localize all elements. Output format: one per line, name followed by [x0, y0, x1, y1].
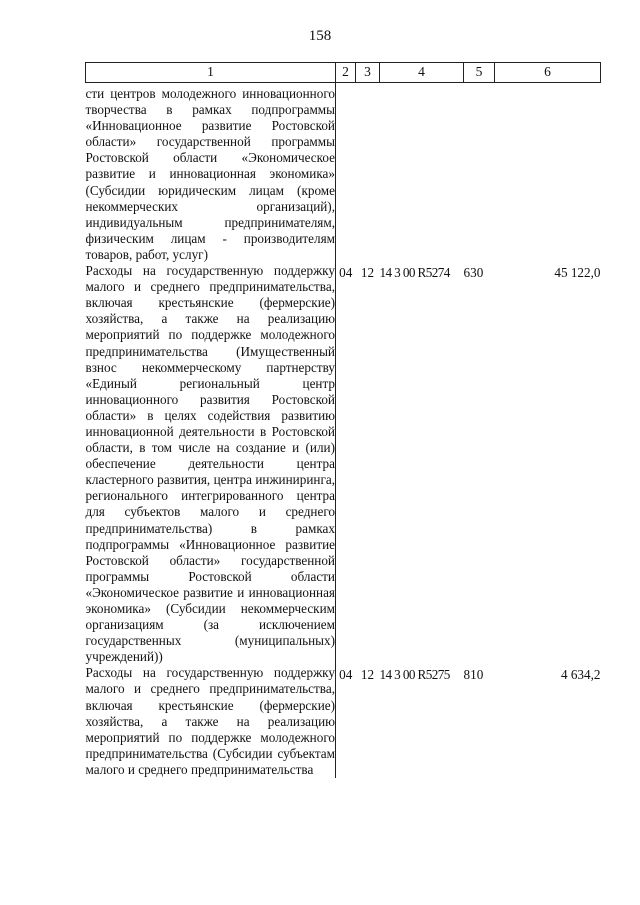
row-subsection-code: 12 — [360, 265, 375, 281]
column-header-1: 1 — [86, 63, 336, 83]
row-section-code — [336, 83, 356, 264]
table-row — [86, 263, 601, 665]
column-header-6: 6 — [495, 63, 601, 83]
row-amount: 45 122,0 — [554, 265, 601, 281]
row-target-article: 14 3 00 R5275 — [379, 667, 450, 683]
row-section-code: 04 — [339, 265, 353, 281]
row-amount — [495, 83, 601, 264]
table-row — [86, 83, 601, 264]
column-header-4: 4 — [380, 63, 464, 83]
row-subsection-code: 12 — [360, 667, 375, 683]
row-section-code: 04 — [339, 667, 353, 683]
column-header-5: 5 — [464, 63, 495, 83]
row-expense-type — [464, 83, 495, 264]
page-number: 158 — [308, 28, 332, 44]
row-target-article: 14 3 00 R5274 — [379, 265, 450, 281]
column-header-2: 2 — [336, 63, 356, 83]
row-subsection-code — [356, 83, 380, 264]
budget-table — [85, 62, 601, 778]
row-description: Расходы на государственную поддержку малого и среднего предпринимательства, включая крестьянские (фермерские) хозяйства, а также на реализацию мероприятий по поддержке молодежного предпринимательства (Имущественный взнос некоммерческому партнерству «Единый региональный центр инновационного развития Ростовской области» в целях содействия развитию инновационной деятельности в Ростовской области, в том числе на создание и (или) обеспечение деятельности центра кластерного развития, центра инжиниринга, регионального интегрированного центра для субъектов малого и среднего предпринимательства) в рамках подпрограммы «Инновационное развитие Ростовской области» государственной программы Ростовской области «Экономическое развитие и инновационная экономика» (Субсидии некоммерческим организациям (за исключением государственных (муниципальных) учреждений)) — [85, 263, 335, 665]
row-amount: 4 634,2 — [560, 667, 601, 683]
column-header-3: 3 — [356, 63, 380, 83]
row-target-article — [380, 83, 464, 264]
row-description: Расходы на государственную поддержку малого и среднего предпринимательства, включая крестьянские (фермерские) хозяйства, а также на реализацию мероприятий по поддержке молодежного предпринимательства (Субсидии субъектам малого и среднего предпринимательства — [85, 665, 335, 777]
row-description: сти центров молодежного инновационного творчества в рамках подпрограммы «Инновационное развитие Ростовской области» государственной программы Ростовской области «Экономическое развитие и инновационная экономика» (Субсидии юридическим лицам (кроме некоммерческих организаций), индивидуальным предпринимателям, физическим лицам - производителям товаров, работ, услуг) — [86, 83, 336, 264]
row-expense-type: 630 — [463, 265, 484, 281]
table-header-row — [86, 63, 601, 83]
row-expense-type: 810 — [463, 667, 484, 683]
table-row — [86, 665, 601, 778]
